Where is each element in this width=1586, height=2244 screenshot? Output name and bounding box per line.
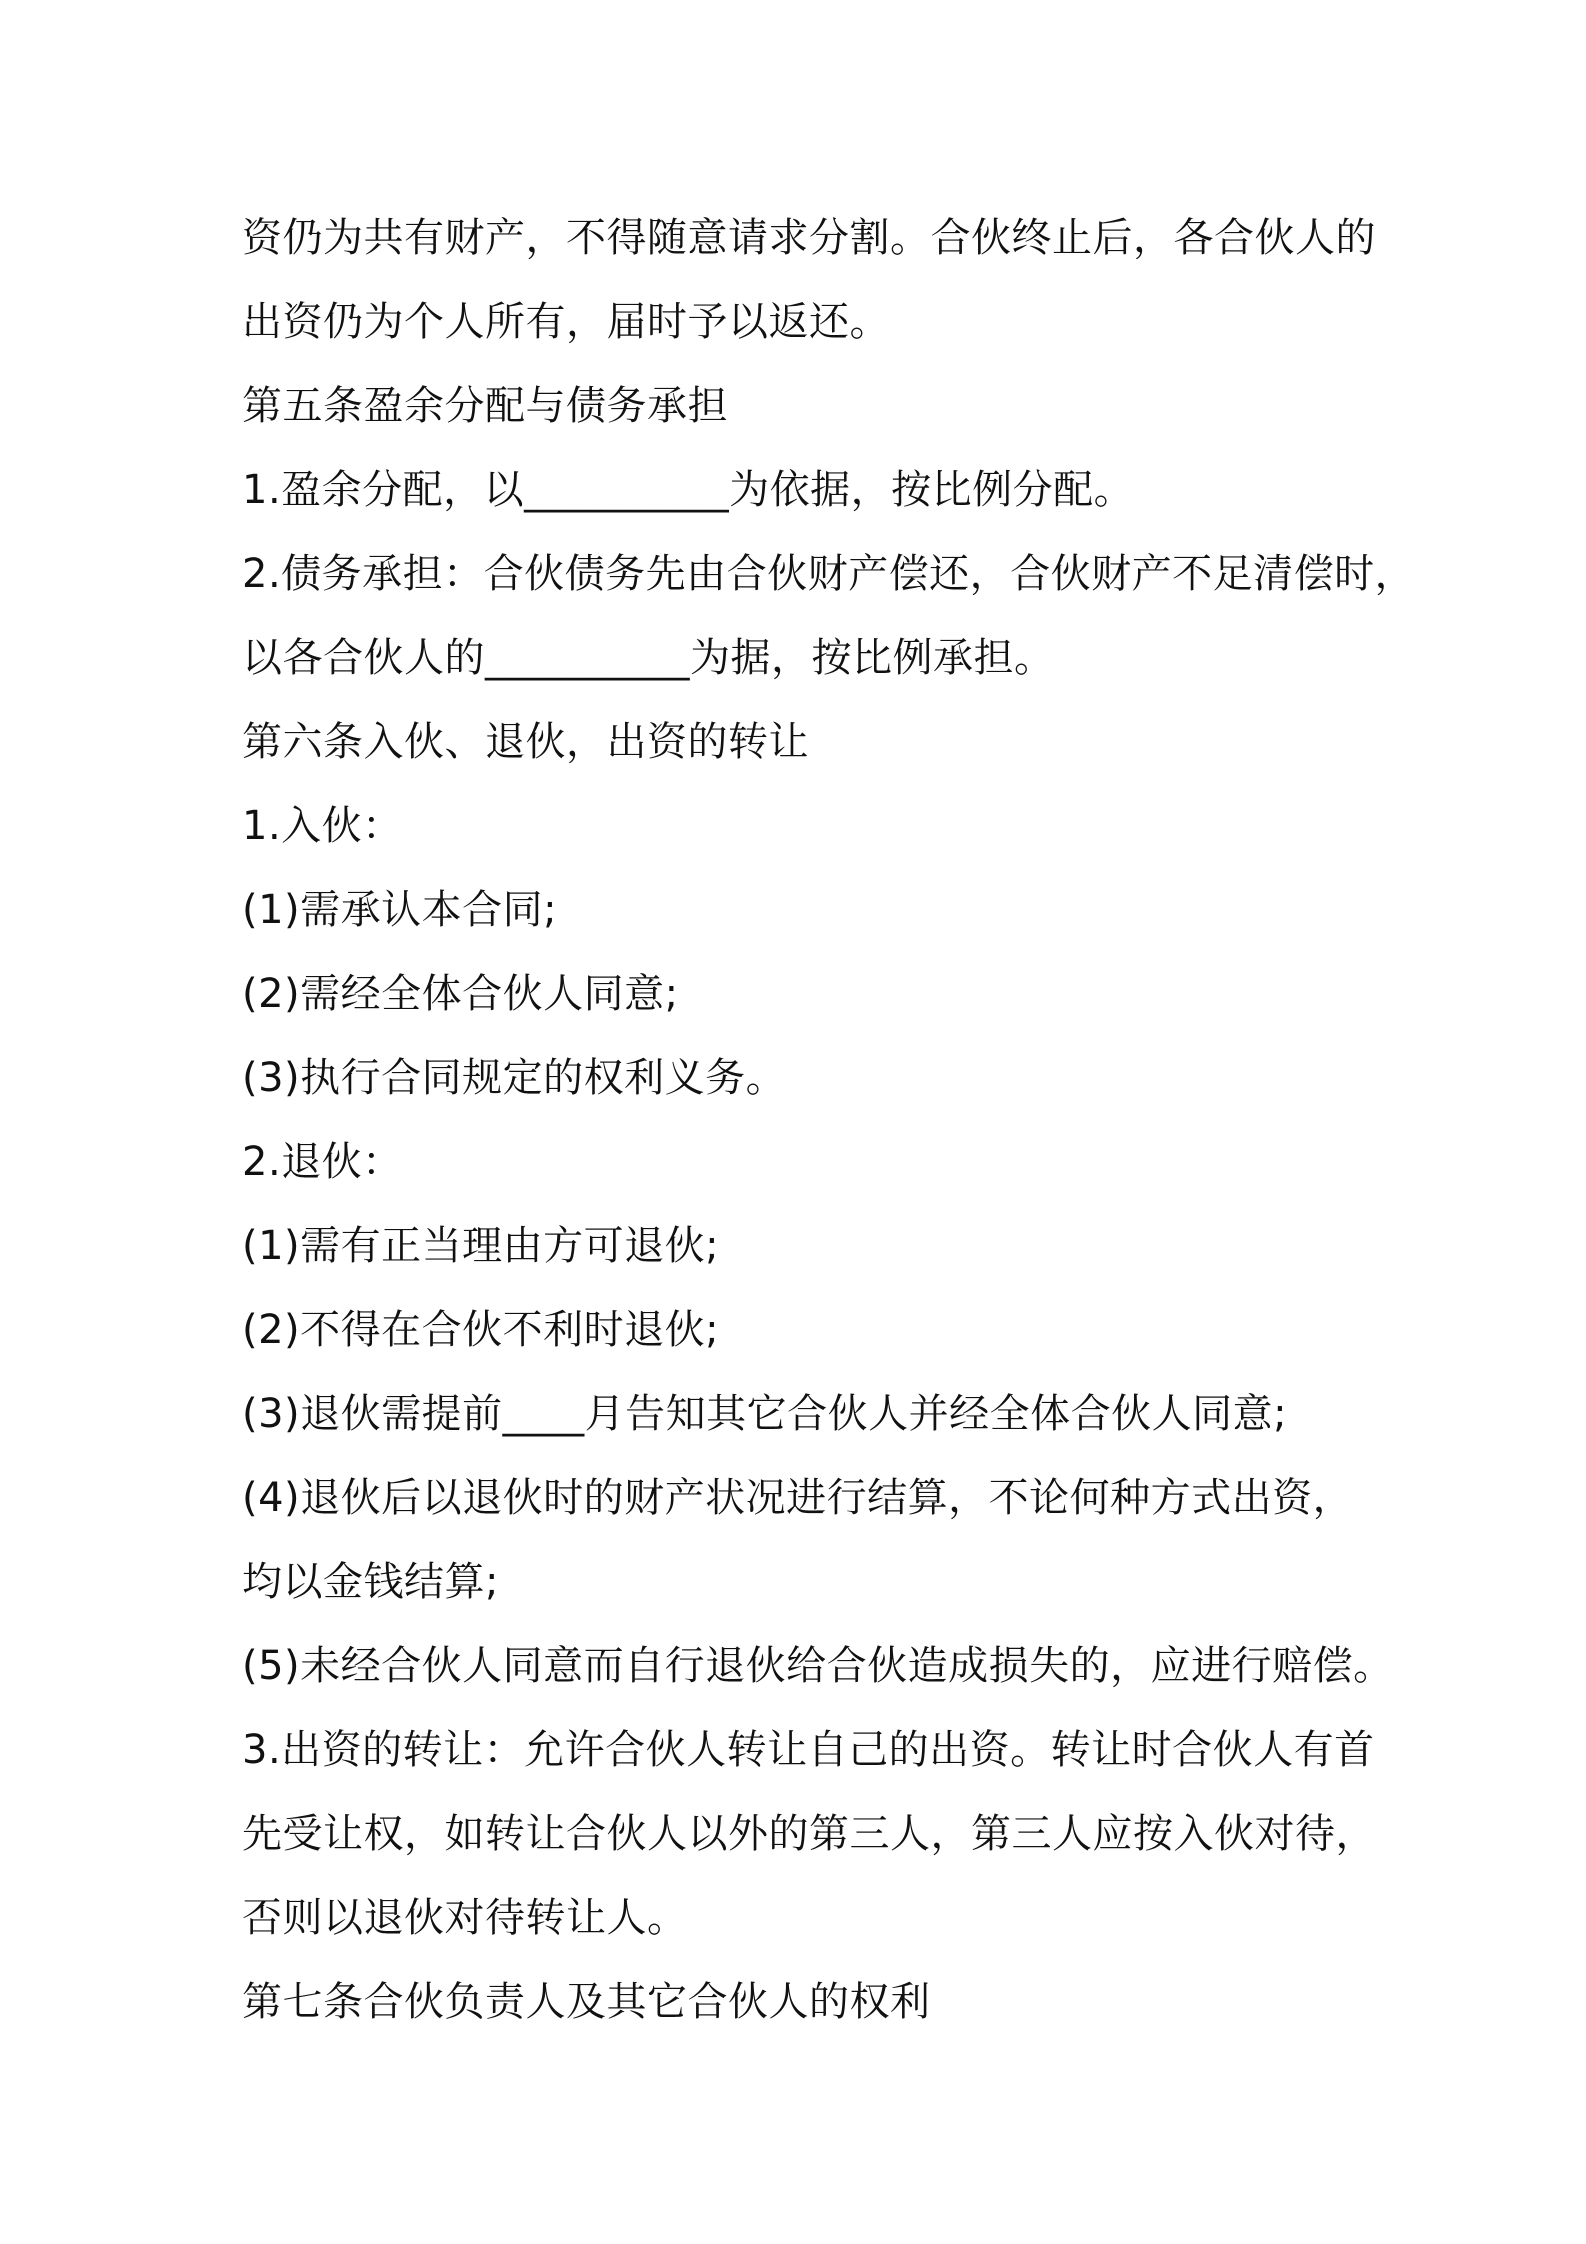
subheading-withdrawal: 2.退伙： bbox=[242, 1139, 403, 1185]
list-item-joining-2: (2)需经全体合伙人同意; bbox=[242, 971, 679, 1017]
section-heading-article-5: 第五条盈余分配与债务承担 bbox=[242, 383, 728, 429]
list-item-joining-3: (3)执行合同规定的权利义务。 bbox=[242, 1055, 787, 1101]
list-item-withdrawal-5: (5)未经合伙人同意而自行退伙给合伙造成损失的，应进行赔偿。 bbox=[242, 1643, 1394, 1689]
list-item-withdrawal-4: (4)退伙后以退伙时的财产状况进行结算，不论何种方式出资， bbox=[242, 1475, 1354, 1521]
paragraph-line-continuation: 出资仍为个人所有，届时予以返还。 bbox=[242, 299, 890, 345]
clause-debt-bearing: 2.债务承担：合伙债务先由合伙财产偿还，合伙财产不足清偿时， bbox=[242, 551, 1416, 597]
clause-capital-transfer-continuation: 否则以退伙对待转让人。 bbox=[242, 1895, 688, 1941]
clause-surplus-distribution: 1.盈余分配，以__________为依据，按比例分配。 bbox=[242, 467, 1135, 513]
list-item-withdrawal-2: (2)不得在合伙不利时退伙; bbox=[242, 1307, 720, 1353]
clause-capital-transfer-continuation: 先受让权，如转让合伙人以外的第三人，第三人应按入伙对待， bbox=[242, 1811, 1376, 1857]
clause-debt-bearing-continuation: 以各合伙人的__________为据，按比例承担。 bbox=[242, 635, 1055, 681]
paragraph-line-continuation: 资仍为共有财产，不得随意请求分割。合伙终止后，各合伙人的 bbox=[242, 215, 1376, 261]
document-body bbox=[242, 196, 1416, 2044]
clause-capital-transfer: 3.出资的转让：允许合伙人转让自己的出资。转让时合伙人有首 bbox=[242, 1727, 1375, 1773]
section-heading-article-7: 第七条合伙负责人及其它合伙人的权利 bbox=[242, 1979, 931, 2025]
section-heading-article-6: 第六条入伙、退伙，出资的转让 bbox=[242, 719, 809, 765]
subheading-joining: 1.入伙： bbox=[242, 803, 403, 849]
list-item-withdrawal-3: (3)退伙需提前____月告知其它合伙人并经全体合伙人同意; bbox=[242, 1391, 1288, 1437]
list-item-withdrawal-4-continuation: 均以金钱结算; bbox=[242, 1559, 499, 1605]
list-item-withdrawal-1: (1)需有正当理由方可退伙; bbox=[242, 1223, 720, 1269]
list-item-joining-1: (1)需承认本合同; bbox=[242, 887, 558, 933]
